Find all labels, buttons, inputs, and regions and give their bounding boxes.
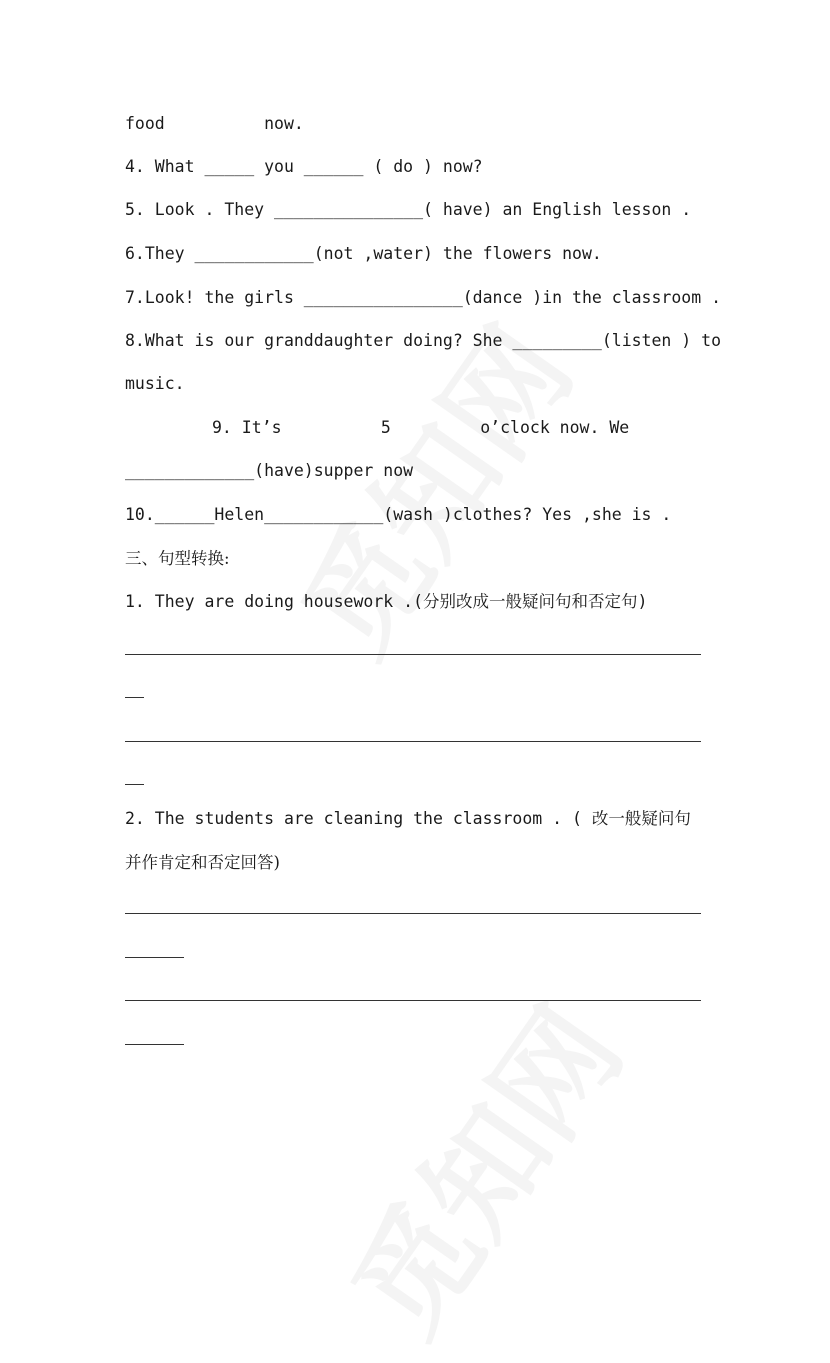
text-line-food: food now. xyxy=(125,114,304,133)
transform-2-line-1: 2. The students are cleaning the classroom . ( 改一般疑问句 xyxy=(125,809,691,828)
question-10: 10.______Helen____________(wash )clothes? Yes ,she is . xyxy=(125,505,672,524)
question-8-line-2: music. xyxy=(125,374,185,393)
answer-line xyxy=(125,741,701,742)
question-8-line-1: 8.What is our granddaughter doing? She _________(listen ) to xyxy=(125,331,722,350)
answer-line-tail xyxy=(125,957,184,958)
watermark-bottom xyxy=(306,969,653,1363)
answer-line xyxy=(125,654,701,655)
answer-line-tail xyxy=(125,697,144,698)
answer-line-tail xyxy=(125,784,144,785)
question-7: 7.Look! the girls ________________(dance )in the classroom . xyxy=(125,288,722,307)
transform-1: 1. They are doing housework .(分别改成一般疑问句和否定句) xyxy=(125,592,648,611)
answer-line xyxy=(125,1000,701,1001)
question-5: 5. Look . They _______________( have) an English lesson . xyxy=(125,200,692,219)
question-6: 6.They ____________(not ,water) the flowers now. xyxy=(125,244,602,263)
answer-line xyxy=(125,913,701,914)
section-heading: 三、句型转换: xyxy=(125,549,230,568)
answer-line-tail xyxy=(125,1044,184,1045)
transform-2-line-2: 并作肯定和否定回答) xyxy=(125,853,280,872)
question-4: 4. What _____ you ______ ( do ) now? xyxy=(125,157,483,176)
question-9-line-1: 9. It’s 5 o’clock now. We xyxy=(212,418,630,437)
question-9-line-2: _____________(have)supper now xyxy=(125,461,414,480)
